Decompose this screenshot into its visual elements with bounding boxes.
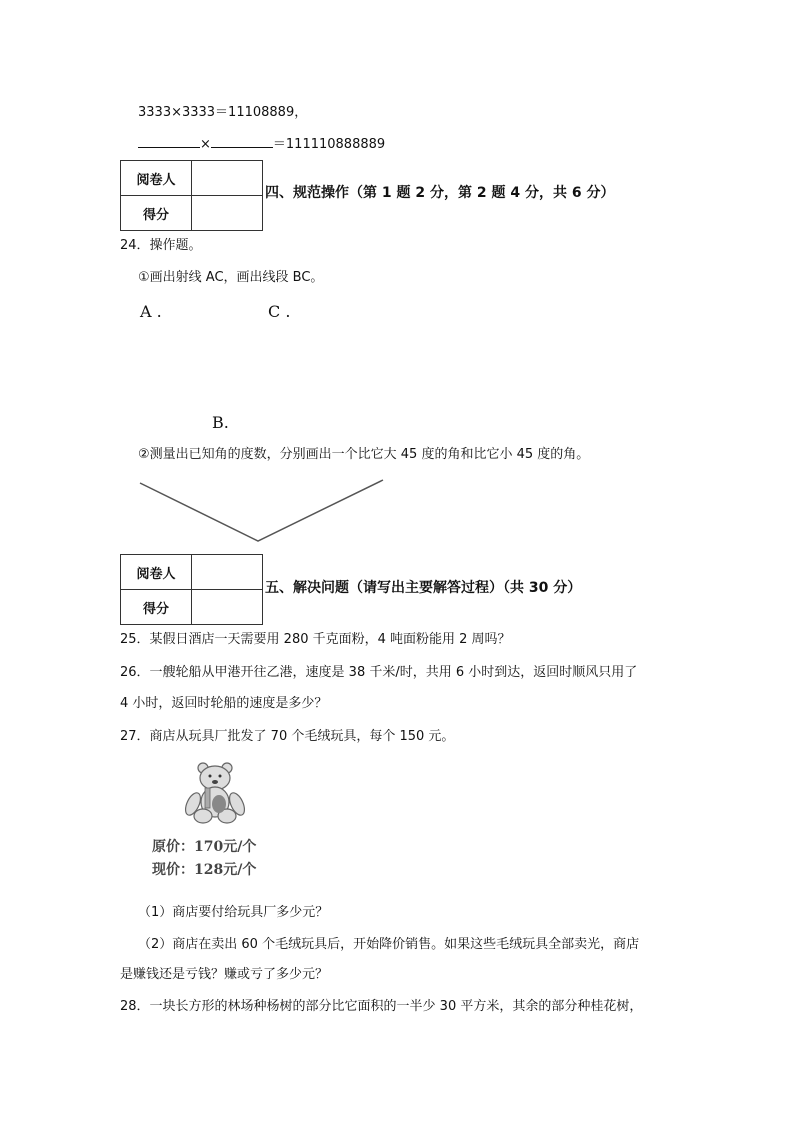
question-27-part-2-line-2: 是赚钱还是亏钱？赚或亏了多少元？ — [120, 967, 329, 982]
score-label: 得分 — [121, 196, 192, 231]
reviewer-label: 阅卷人 — [121, 161, 192, 196]
question-24: 24．操作题。 — [120, 238, 202, 253]
current-price: 现价：128元/个 — [152, 862, 257, 878]
question-26-line-1: 26．一艘轮船从甲港开往乙港，速度是 38 千米/时，共用 6 小时到达，返回时顺风只用了 — [120, 665, 638, 680]
question-25: 25．某假日酒店一天需要用 280 千克面粉，4 吨面粉能用 2 周吗？ — [120, 632, 511, 647]
angle-lines — [140, 480, 383, 541]
score-label: 得分 — [121, 590, 192, 625]
section-5-heading: 五、解决问题（请写出主要解答过程）（共 30 分） — [265, 580, 582, 596]
original-price: 原价：170元/个 — [152, 839, 257, 855]
question-27-part-1: （1）商店要付给玩具厂多少元？ — [138, 905, 329, 920]
reviewer-cell[interactable] — [192, 555, 263, 590]
question-24-part-2: ②测量出已知角的度数，分别画出一个比它大 45 度的角和比它小 45 度的角。 — [138, 447, 590, 462]
question-28: 28．一块长方形的林场种杨树的部分比它面积的一半少 30 平方米，其余的部分种桂花树， — [120, 999, 643, 1014]
question-27: 27．商店从玩具厂批发了 70 个毛绒玩具，每个 150 元。 — [120, 729, 455, 744]
question-24-part-1: ①画出射线 AC，画出线段 BC。 — [138, 270, 324, 285]
pattern-result: ＝111110888889 — [272, 137, 386, 152]
pattern-line-1: 3333×3333＝11108889， — [138, 105, 308, 120]
teddy-bear-image — [183, 762, 247, 824]
question-26-line-2: 4 小时，返回时轮船的速度是多少？ — [120, 696, 328, 711]
point-b: B. — [212, 413, 229, 432]
reviewer-label: 阅卷人 — [121, 555, 192, 590]
point-c: C . — [268, 302, 291, 321]
question-27-part-2-line-1: （2）商店在卖出 60 个毛绒玩具后，开始降价销售。如果这些毛绒玩具全部卖光，商店 — [138, 937, 640, 952]
times-sign: × — [200, 137, 211, 152]
score-table-5 — [120, 554, 263, 625]
score-cell[interactable] — [192, 590, 263, 625]
section-4-heading: 四、规范操作（第 1 题 2 分，第 2 题 4 分，共 6 分） — [265, 185, 615, 201]
point-a: A . — [140, 302, 162, 321]
